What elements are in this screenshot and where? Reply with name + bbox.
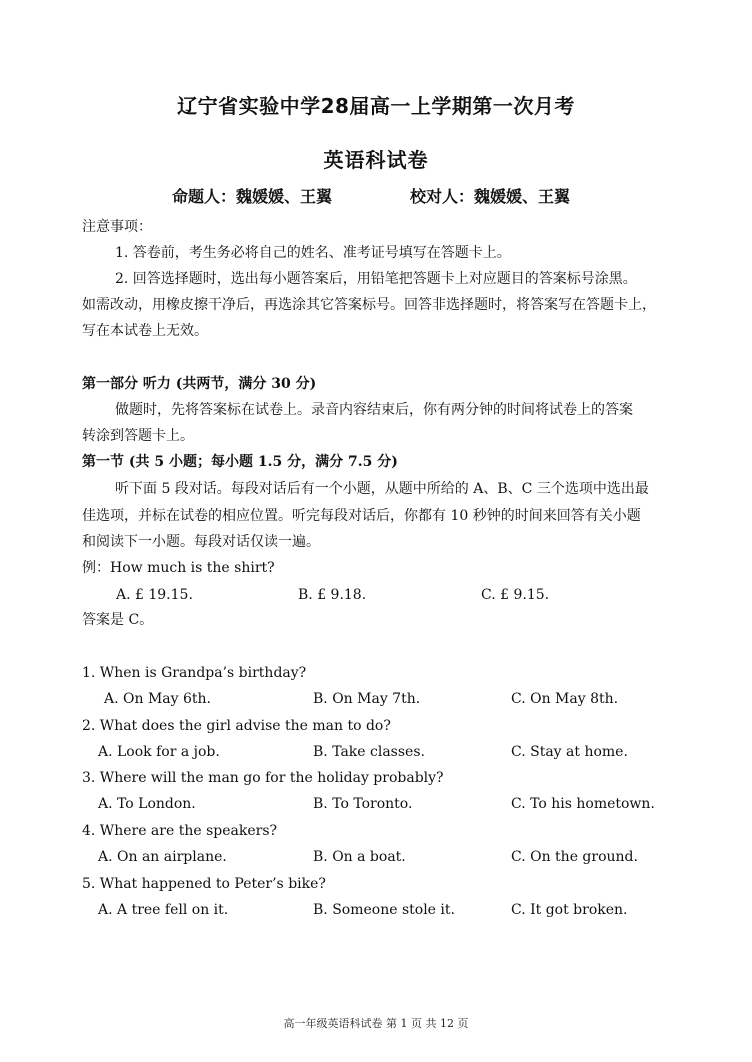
page-footer: 高一年级英语科试卷 第 1 页 共 12 页 bbox=[283, 1017, 469, 1030]
question-2-option-c: C. Stay at home. bbox=[511, 744, 628, 760]
question-3-option-a: A. To London. bbox=[98, 796, 196, 812]
question-3: 3. Where will the man go for the holiday probably? bbox=[82, 770, 444, 786]
notes-item-2-line-3: 写在本试卷上无效。 bbox=[82, 323, 208, 339]
question-3-option-c: C. To his hometown. bbox=[511, 796, 655, 812]
question-1: 1. When is Grandpa’s birthday? bbox=[82, 665, 307, 681]
exam-title: 辽宁省实验中学28届高一上学期第一次月考 bbox=[177, 94, 575, 118]
question-1-option-b: B. On May 7th. bbox=[313, 691, 421, 707]
example-answer: 答案是 C。 bbox=[82, 612, 154, 628]
question-5: 5. What happened to Peter’s bike? bbox=[82, 876, 326, 892]
exam-subtitle: 英语科试卷 bbox=[323, 148, 429, 172]
section1-line-1: 听下面 5 段对话。每段对话后有一个小题，从题中所给的 A、B、C 三个选项中选出最 bbox=[115, 481, 649, 497]
part1-heading: 第一部分 听力 (共两节，满分 30 分) bbox=[82, 376, 317, 392]
question-4-option-b: B. On a boat. bbox=[313, 849, 406, 865]
section1-heading: 第一节 (共 5 小题；每小题 1.5 分，满分 7.5 分) bbox=[82, 454, 398, 470]
notes-item-2-line-1: 2. 回答选择题时，选出每小题答案后，用铅笔把答题卡上对应题目的答案标号涂黑。 bbox=[115, 271, 637, 287]
section1-line-2: 佳选项，并标在试卷的相应位置。听完每段对话后，你都有 10 秒钟的时间来回答有关小题 bbox=[82, 508, 641, 524]
question-2-option-b: B. Take classes. bbox=[313, 744, 425, 760]
notes-heading: 注意事项： bbox=[82, 219, 152, 235]
notes-item-1: 1. 答卷前，考生务必将自己的姓名、准考证号填写在答题卡上。 bbox=[115, 245, 511, 261]
example-option-c: C. £ 9.15. bbox=[481, 587, 550, 603]
question-4-option-a: A. On an airplane. bbox=[98, 849, 227, 865]
question-4-option-c: C. On the ground. bbox=[511, 849, 638, 865]
part1-intro-line-1: 做题时，先将答案标在试卷上。录音内容结束后，你有两分钟的时间将试卷上的答案 bbox=[115, 402, 633, 418]
question-setters: 命题人：魏媛媛、王翼 bbox=[172, 187, 333, 206]
question-1-option-c: C. On May 8th. bbox=[511, 691, 619, 707]
section1-line-3: 和阅读下一小题。每段对话仅读一遍。 bbox=[82, 534, 320, 550]
proofreaders: 校对人：魏媛媛、王翼 bbox=[410, 187, 571, 206]
question-3-option-b: B. To Toronto. bbox=[313, 796, 413, 812]
part1-intro-line-2: 转涂到答题卡上。 bbox=[82, 428, 194, 444]
question-2: 2. What does the girl advise the man to do? bbox=[82, 718, 391, 734]
question-2-option-a: A. Look for a job. bbox=[98, 744, 220, 760]
question-4: 4. Where are the speakers? bbox=[82, 823, 278, 839]
question-1-option-a: A. On May 6th. bbox=[104, 691, 211, 707]
example-option-a: A. £ 19.15. bbox=[116, 587, 193, 603]
example-option-b: B. £ 9.18. bbox=[298, 587, 367, 603]
question-5-option-b: B. Someone stole it. bbox=[313, 902, 455, 918]
notes-item-2-line-2: 如需改动，用橡皮擦干净后，再选涂其它答案标号。回答非选择题时，将答案写在答题卡上， bbox=[82, 297, 656, 313]
question-5-option-a: A. A tree fell on it. bbox=[98, 902, 229, 918]
example-question: 例：How much is the shirt? bbox=[82, 560, 275, 576]
question-5-option-c: C. It got broken. bbox=[511, 902, 628, 918]
